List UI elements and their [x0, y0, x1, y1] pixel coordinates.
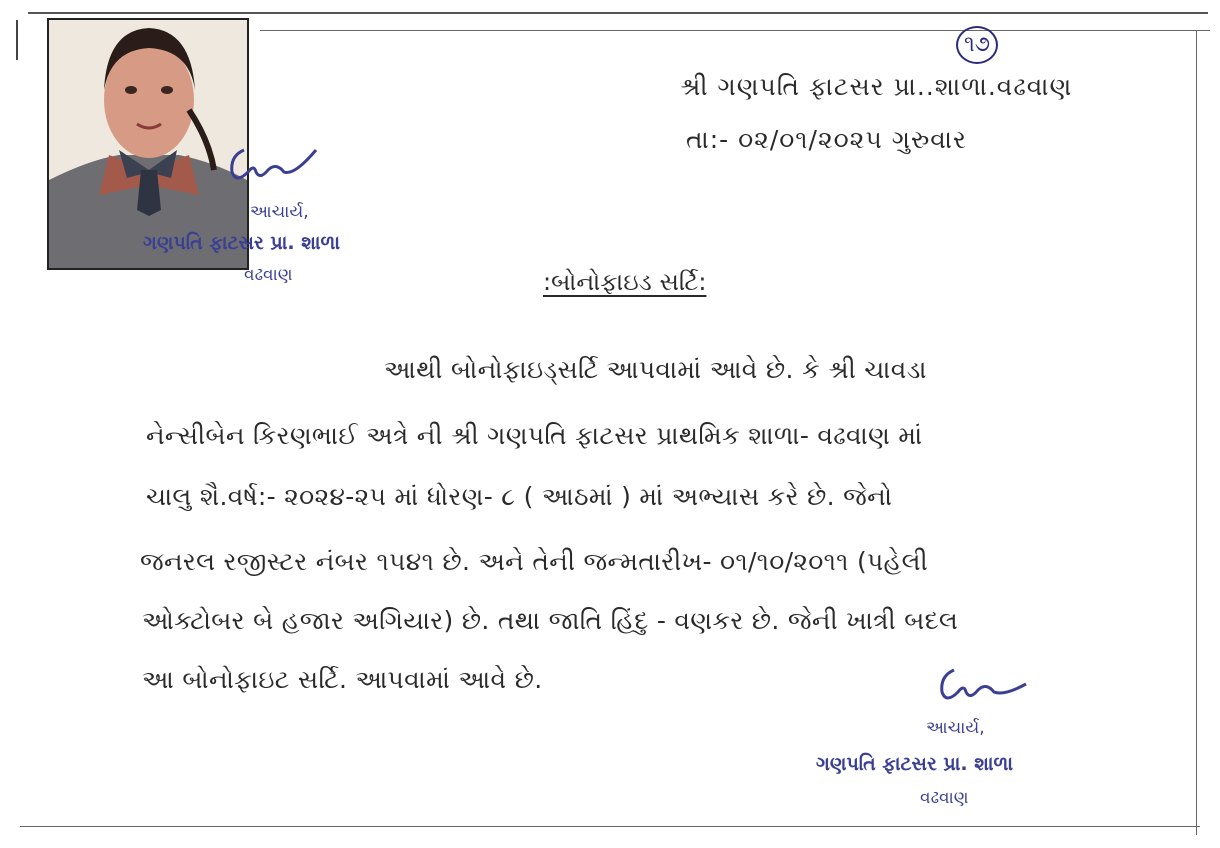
- header-date: તા:- ૦૨/૦૧/૨૦૨૫ ગુરુવાર: [686, 125, 967, 154]
- stamp-bottom-title: આચાર્ય,: [926, 718, 985, 738]
- stamp-top-place: વઢવાણ: [244, 265, 293, 285]
- signature-bottom: [936, 662, 1036, 716]
- body-line: ચાલુ શૈ.વર્ષ:- ૨૦૨૪-૨૫ માં ધોરણ- ૮ ( આઠમાં ) માં અભ્યાસ કરે છે. જેનો: [146, 482, 893, 511]
- body-line: ઓક્ટોબર બે હજાર અગિયાર) છે. તથા જાતિ હિંદુ - વણકર છે. જેની ખાત્રી બદલ: [142, 606, 959, 635]
- body-line: આ બોનોફાઇટ સર્ટિ. આપવામાં આવે છે.: [142, 665, 543, 694]
- page-border-right: [1196, 30, 1197, 835]
- body-line: આથી બોનોફાઇડ્સર્ટિ આપવામાં આવે છે. કે શ્રી ચાવડા: [384, 355, 927, 384]
- signature-top: [224, 142, 324, 196]
- stamp-bottom-place: વઢવાણ: [920, 788, 969, 808]
- header-school-name: શ્રી ગણપતિ ફાટસર પ્રા..શાળા.વઢવાણ: [680, 72, 1073, 101]
- stamp-top-school: ગણપતિ ફાટસર પ્રા. શાળા: [143, 232, 340, 254]
- stamp-top-title: આચાર્ય,: [250, 202, 309, 222]
- page-number: ૧૭: [956, 26, 998, 64]
- document-title: :બોનોફાઇડ સર્ટિ:: [543, 268, 707, 296]
- page-border-inner-top: [260, 30, 1210, 31]
- body-line: જનરલ રજીસ્ટર નંબર ૧૫૪૧ છે. અને તેની જન્મતારીખ- ૦૧/૧૦/૨૦૧૧ (પહેલી: [140, 547, 928, 576]
- page-border-bottom: [20, 826, 1200, 827]
- body-line: નેન્સીબેન કિરણભાઈ અત્રે ની શ્રી ગણપતિ ફાટસર પ્રાથમિક શાળા- વઢવાણ માં: [146, 421, 923, 450]
- page-border-top: [28, 12, 1208, 14]
- border-left-mark: [16, 20, 18, 60]
- stamp-bottom-school: ગણપતિ ફાટસર પ્રા. શાળા: [816, 753, 1013, 775]
